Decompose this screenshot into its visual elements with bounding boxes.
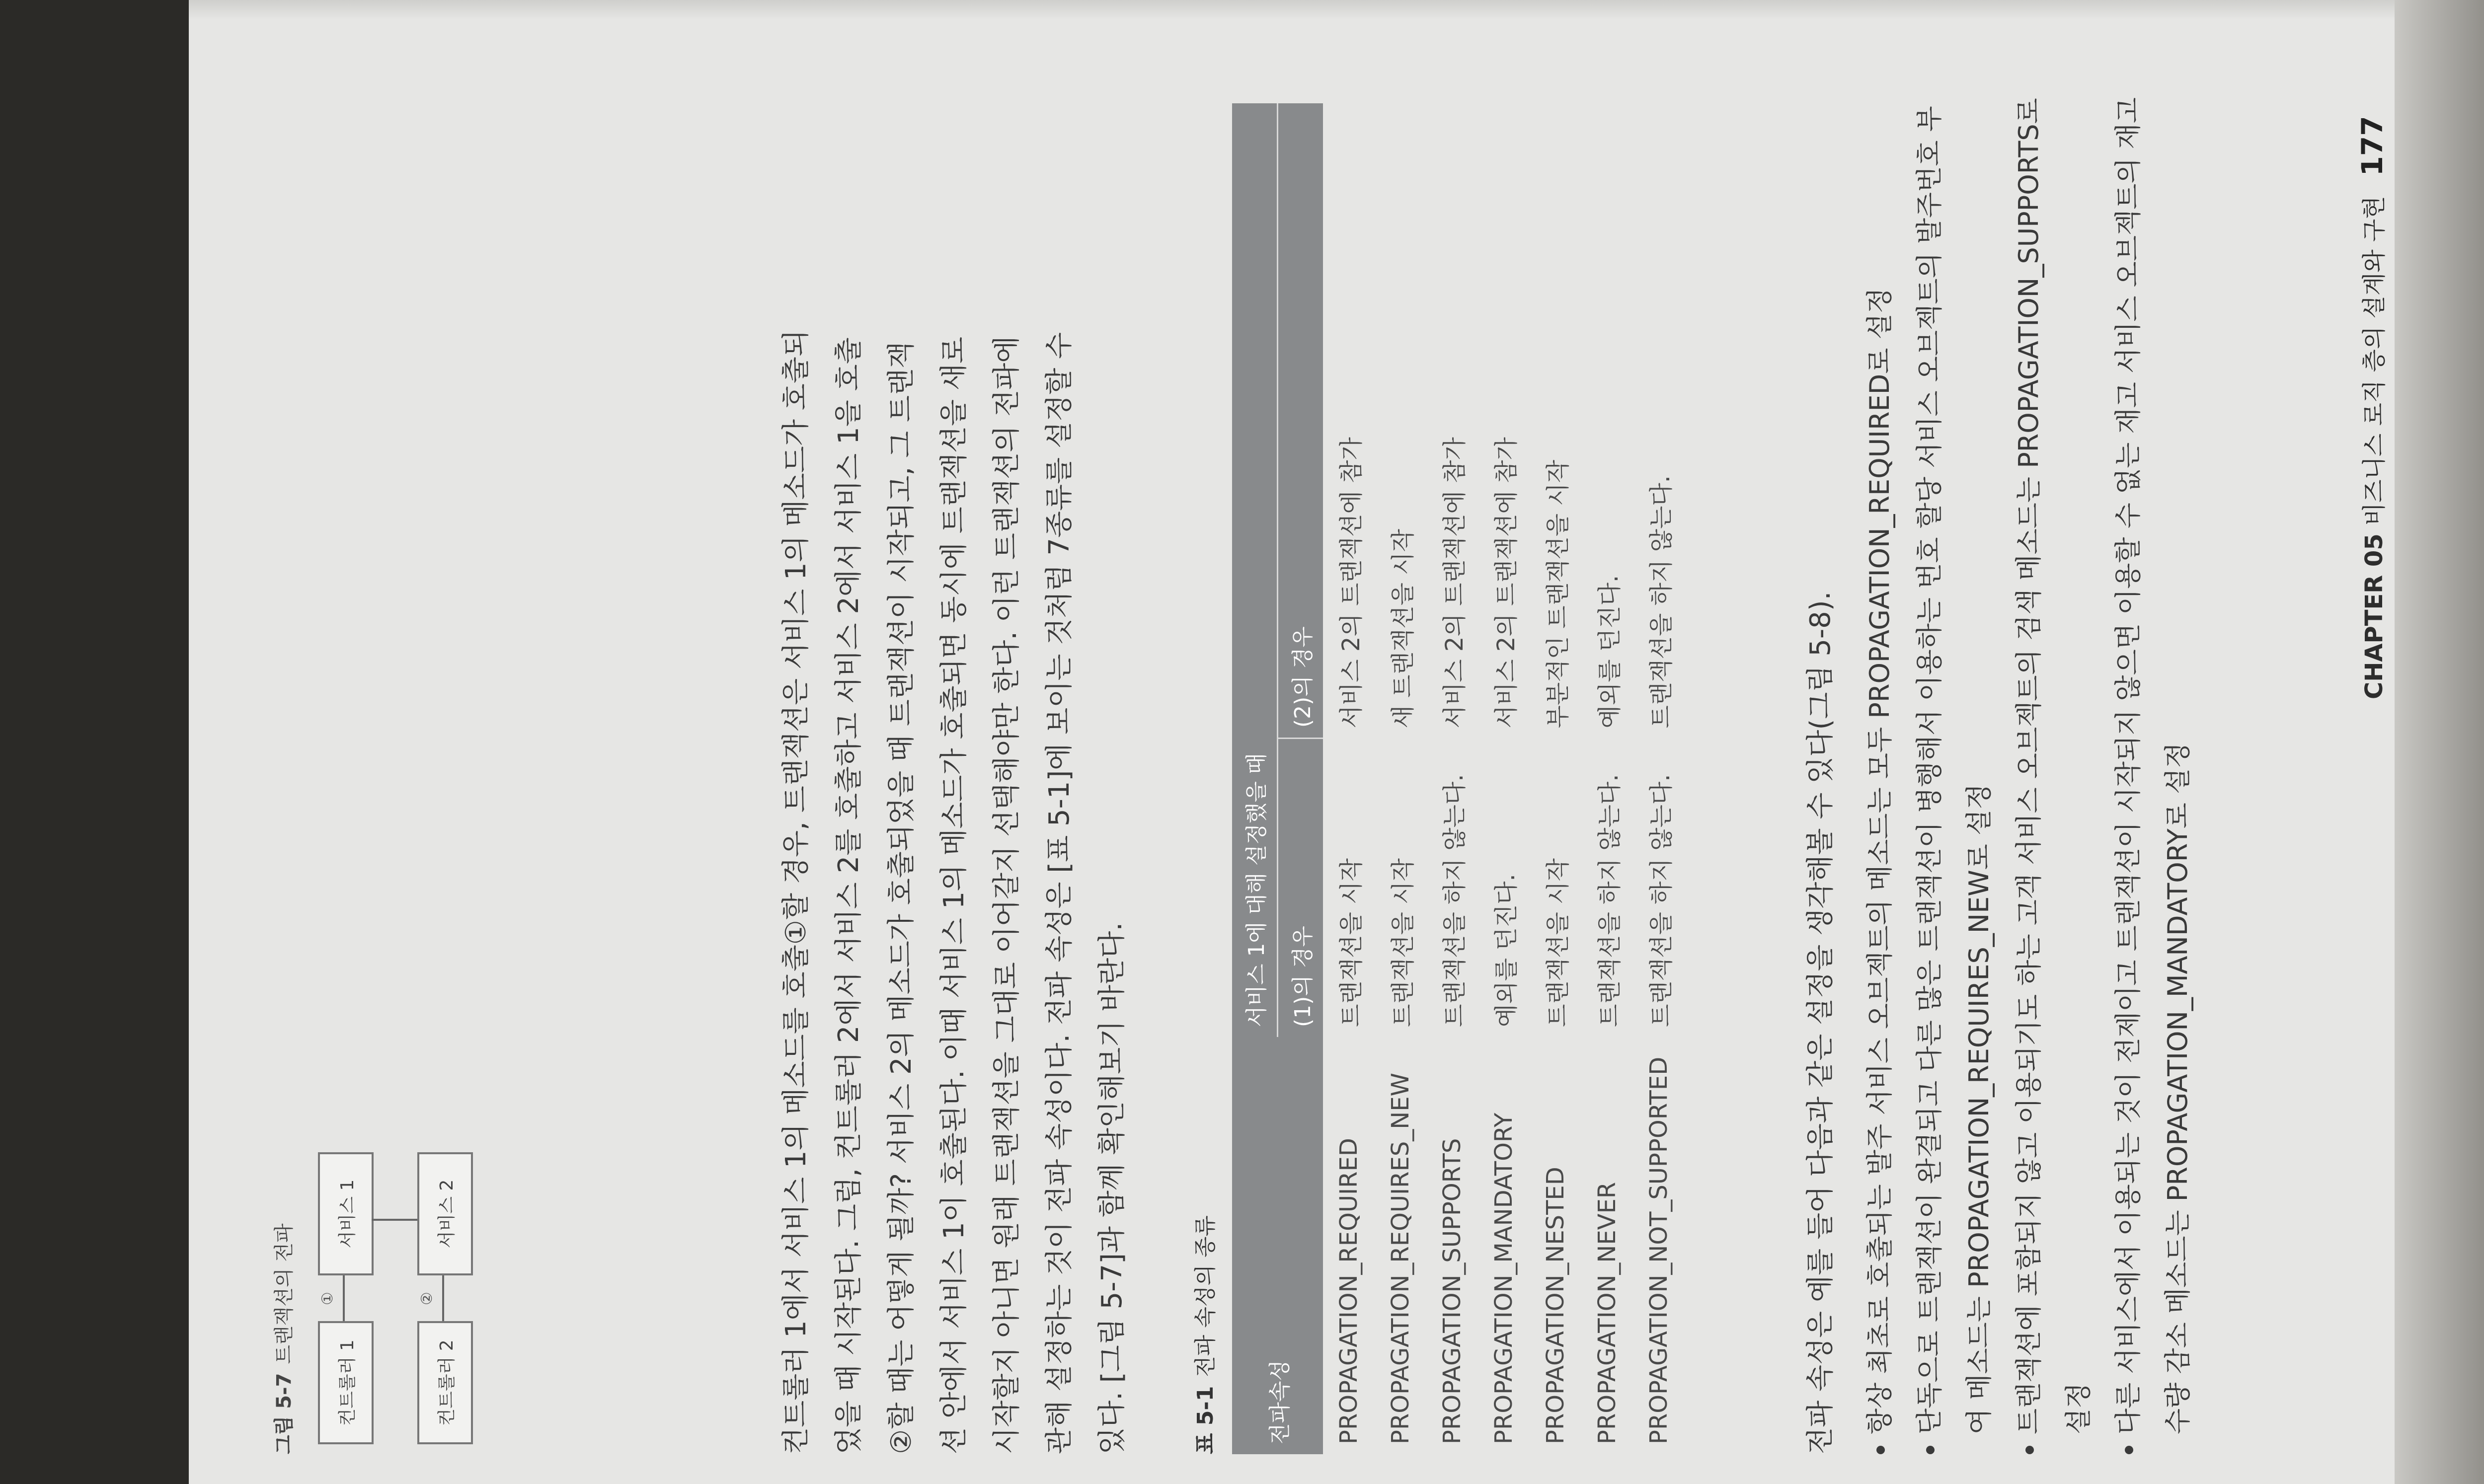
- bullet-intro: 전파 속성은 예를 들어 다음과 같은 설정을 생각해볼 수 있다(그림 5-8).: [1804, 591, 1837, 1454]
- page-edge: [189, 0, 2395, 20]
- cell-attr: PROPAGATION_NESTED: [1542, 1167, 1569, 1444]
- paragraph-line: 션 안에서 서비스 1이 호출된다. 이때 서비스 1의 메소드가 호출되면 동시에 트랜잭션을 새로: [938, 336, 970, 1454]
- header-group: 서비스 1에 대해 설정했을 때: [1232, 103, 1278, 1037]
- arrow-1: [343, 1275, 345, 1321]
- table-row: [1375, 103, 1426, 1454]
- list-item: • 항상 최초로 호출되는 발주 서비스 오브젝트의 메소드는 모두 PROPAGATION_REQUIRED로 설정: [1855, 83, 1905, 1434]
- arrow1-number: ①: [319, 1292, 336, 1305]
- table-caption: [1187, 1215, 1219, 1454]
- cell-case2: 서비스 2의 트랜잭션에 참가: [1492, 437, 1520, 729]
- table-row: [1478, 103, 1530, 1454]
- cell-attr: PROPAGATION_NOT_SUPPORTED: [1645, 1056, 1673, 1444]
- arrow-2: [442, 1275, 444, 1321]
- controller2-box: [417, 1321, 473, 1444]
- cell-case1: 트랜잭션을 시작: [1544, 858, 1572, 1027]
- table-row: [1530, 103, 1581, 1454]
- chapter-title: 비즈니스 로직 층의 설계와 구현: [2360, 196, 2388, 526]
- cell-case2: 서비스 2의 트랜잭션에 참가: [1440, 437, 1469, 729]
- controller2-label: 컨트롤러 2: [436, 1339, 457, 1426]
- table-title: 전파 속성의 종류: [1193, 1215, 1218, 1377]
- cell-case2: 트랜잭션을 하지 않는다.: [1647, 475, 1675, 729]
- controller1-label: 컨트롤러 1: [337, 1339, 358, 1426]
- chapter-label: CHAPTER 05: [2360, 533, 2388, 699]
- table-row: [1581, 103, 1633, 1454]
- paragraph-line: 시작할지 아니면 원래 트랜잭션을 그대로 이어갈지 선택해야만 한다. 이런 트랜잭션의 전파에: [991, 336, 1023, 1454]
- list-item: • 단독으로 트랜잭션이 완결되고 다른 많은 트랜잭션이 병행해서 이용하는 번호 할당 서비스 오브젝트의 발주번호 부여 메소드는 PROPAGATION_REQUIRES_NEW로 설정: [1905, 83, 2004, 1434]
- service2-label: 서비스 2: [436, 1179, 457, 1249]
- cell-case1: 트랜잭션을 하지 않는다.: [1647, 774, 1675, 1027]
- list-item: • 트랜잭션에 포함되지 않고 이용되기도 하는 고객 서비스 오브젝트의 검색 메소드는 PROPAGATION_SUPPORTS로 설정: [2004, 83, 2103, 1434]
- paragraph-line: 관해 설정하는 것이 전파 속성이다. 전파 속성은 [표 5-1]에 보이는 것처럼 7종류를 설정할 수: [1043, 332, 1076, 1454]
- cell-case2: 예외를 던진다.: [1595, 575, 1624, 729]
- page-number: 177: [2355, 116, 2389, 176]
- cell-case1: 예외를 던진다.: [1492, 874, 1520, 1027]
- figure-caption: [268, 1223, 297, 1454]
- cell-attr: PROPAGATION_REQUIRES_NEW: [1387, 1072, 1414, 1444]
- table-row: [1633, 103, 1685, 1454]
- cell-attr: PROPAGATION_REQUIRED: [1335, 1138, 1363, 1444]
- service2-box: [417, 1152, 473, 1275]
- cell-case1: 트랜잭션을 하지 않는다.: [1440, 774, 1469, 1027]
- table-label: 표 5-1: [1193, 1386, 1218, 1454]
- list-item: • 다른 서비스에서 이용되는 것이 전제이고 트랜잭션이 시작되지 않으면 이용할 수 없는 재고 서비스 오브젝트의 재고 수량 감소 메소드는 PROPAGATION_MANDATORY로 설정: [2103, 83, 2203, 1434]
- cell-attr: PROPAGATION_NEVER: [1593, 1182, 1621, 1444]
- cell-case2: 부분적인 트랜잭션을 시작: [1544, 459, 1572, 729]
- cell-attr: PROPAGATION_SUPPORTS: [1438, 1138, 1466, 1444]
- header-case1: (1)의 경우: [1278, 739, 1323, 1038]
- page-footer: [2355, 116, 2389, 699]
- header-attr: 전파속성: [1232, 1037, 1323, 1454]
- table-row: [1323, 103, 1375, 1454]
- cell-case1: 트랜잭션을 시작: [1389, 858, 1417, 1027]
- figure-label: 그림 5-7: [273, 1373, 296, 1454]
- paragraph-line: ②할 때는 어떻게 될까? 서비스 2의 메소드가 호출되었을 때 트랜잭션이 시작되고, 그 트랜잭: [885, 341, 918, 1454]
- paragraph-line: 었을 때 시작된다. 그럼, 컨트롤러 2에서 서비스 2를 호출하고 서비스 2에서 서비스 1을 호출: [833, 337, 865, 1454]
- cell-case2: 서비스 2의 트랜잭션에 참가: [1337, 437, 1365, 729]
- arrow-3: [372, 1219, 417, 1221]
- body-paragraph: [770, 103, 1139, 1454]
- table-row: [1426, 103, 1478, 1454]
- header-case2: (2)의 경우: [1278, 103, 1323, 739]
- cell-case1: 트랜잭션을 시작: [1337, 858, 1365, 1027]
- propagation-table: [1232, 103, 1685, 1454]
- cell-case1: 트랜잭션을 하지 않는다.: [1595, 774, 1624, 1027]
- bullet-section: [1798, 83, 2203, 1454]
- paragraph-line: 컨트롤러 1에서 서비스 1의 메소드를 호출①할 경우, 트랜잭션은 서비스 1의 메소드가 호출되: [780, 329, 812, 1454]
- service1-label: 서비스 1: [337, 1179, 358, 1249]
- cell-attr: PROPAGATION_MANDATORY: [1490, 1113, 1518, 1444]
- service1-box: [318, 1152, 374, 1275]
- cell-case2: 새 트랜잭션을 시작: [1389, 529, 1417, 729]
- arrow2-number: ②: [418, 1292, 436, 1305]
- page-content: [179, 30, 2414, 1454]
- figure-title: 트랜잭션의 전파: [273, 1223, 296, 1364]
- controller1-box: [318, 1321, 374, 1444]
- paragraph-line: 있다. [그림 5-7]과 함께 확인해보기 바란다.: [1096, 922, 1128, 1454]
- bullet-list: [1855, 83, 2203, 1454]
